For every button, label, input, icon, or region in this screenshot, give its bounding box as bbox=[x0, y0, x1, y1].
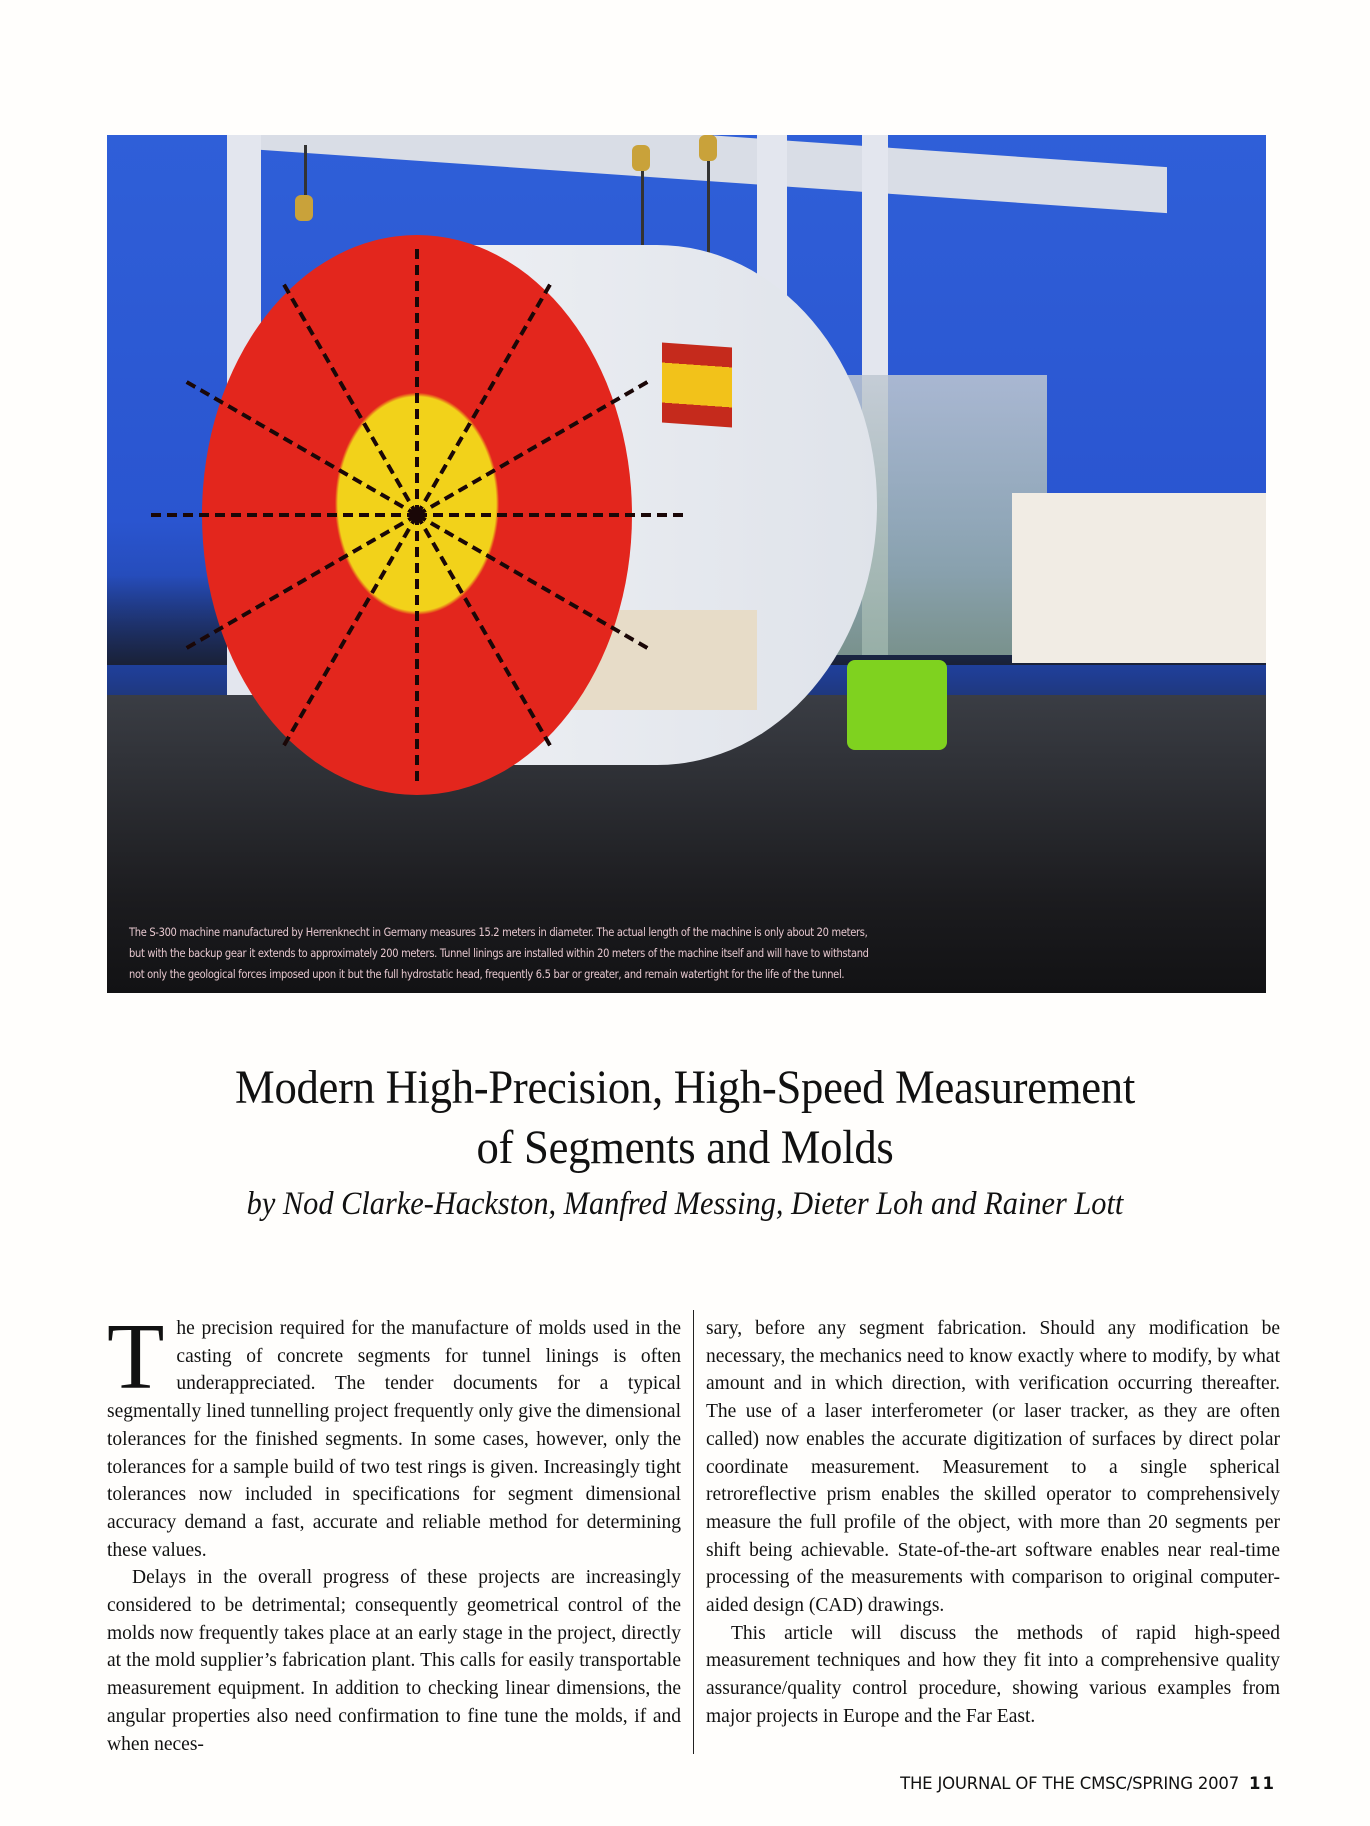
byline: by Nod Clarke-Hackston, Manfred Messing, Dieter Loh and Rainer Lott bbox=[246, 1186, 1124, 1222]
cutterhead bbox=[202, 235, 632, 795]
paragraph: Delays in the overall progress of these projects are increasingly considered to be detrimental; consequently geometrical control of the molds now frequently takes place at an early stage in the project, directly at the mold supplier’s fabrication plant. This calls for easily transportable measurement equipment. In addition to checking linear dimensions, the angular properties also need confirmation to fine tune the molds, if and when neces- bbox=[107, 1567, 681, 1755]
caption-line: not only the geological forces imposed upon it but the full hydrostatic head, frequently 6.5 bar or greater, and remain watertight for the life of the tunnel. bbox=[129, 967, 845, 981]
paragraph: This article will discuss the methods of rapid high-speed measurement techniques and how they fit into a comprehensive quality assurance/quality control procedure, showing various examples from major projects in Europe and the Far East. bbox=[706, 1622, 1280, 1727]
page-number: 11 bbox=[1249, 1774, 1276, 1793]
photo-caption bbox=[129, 922, 1238, 985]
paragraph: sary, before any segment fabrication. Should any modification be necessary, the mechanics need to know exactly where to modify, by what amount and in which direction, with verification occurring thereafter. The use of a laser interferometer (or laser tracker, as they are often called) now enables the accurate digitization of surfaces by direct polar coordinate measurement. Measurement to a single spherical retroreflective prism enables the skilled operator to comprehensively measure the full profile of the object, with more than 20 segments per shift being achievable. State-of-the-art software enables near real-time processing of the measurements with comparison to original computer-aided design (CAD) drawings. bbox=[706, 1318, 1280, 1617]
paragraph-text: he precision required for the manufacture of molds used in the casting of concrete segments for tunnel linings is often underappreciated. The tender documents for a typical segmentally lined tunnelling project frequently only give the dimensional tolerances for the finished segments. In some cases, however, only the tolerances for a sample build of two test rings is given. Increasingly tight tolerances now included in specifications for segment dimensional accuracy demand a fast, accurate and reliable method for determining these values. bbox=[107, 1318, 681, 1561]
article-title bbox=[48, 1058, 1322, 1178]
title-line: Modern High-Precision, High-Speed Measurement bbox=[235, 1061, 1135, 1114]
column-divider bbox=[693, 1310, 694, 1754]
caption-line: The S-300 machine manufactured by Herrenknecht in Germany measures 15.2 meters in diameter. The actual length of the machine is only about 20 meters, bbox=[129, 925, 868, 939]
journal-name: THE JOURNAL OF THE CMSC/SPRING 2007 bbox=[900, 1774, 1240, 1793]
site-building bbox=[1012, 493, 1266, 663]
tbm-photo bbox=[107, 135, 1266, 993]
paragraph bbox=[107, 1305, 681, 1564]
page-footer bbox=[900, 1774, 1276, 1793]
left-column bbox=[107, 1305, 681, 1758]
hoist-hook bbox=[632, 145, 650, 171]
title-line: of Segments and Molds bbox=[476, 1121, 894, 1174]
right-column bbox=[706, 1315, 1280, 1731]
caption-line: but with the backup gear it extends to approximately 200 meters. Tunnel linings are installed within 20 meters of the machine itself and will have to withstand bbox=[129, 946, 869, 960]
hoist-hook bbox=[295, 195, 313, 221]
spanish-flag bbox=[662, 343, 732, 428]
hoist-hook bbox=[699, 135, 717, 161]
forklift bbox=[847, 660, 947, 750]
drop-cap: T bbox=[107, 1305, 165, 1409]
